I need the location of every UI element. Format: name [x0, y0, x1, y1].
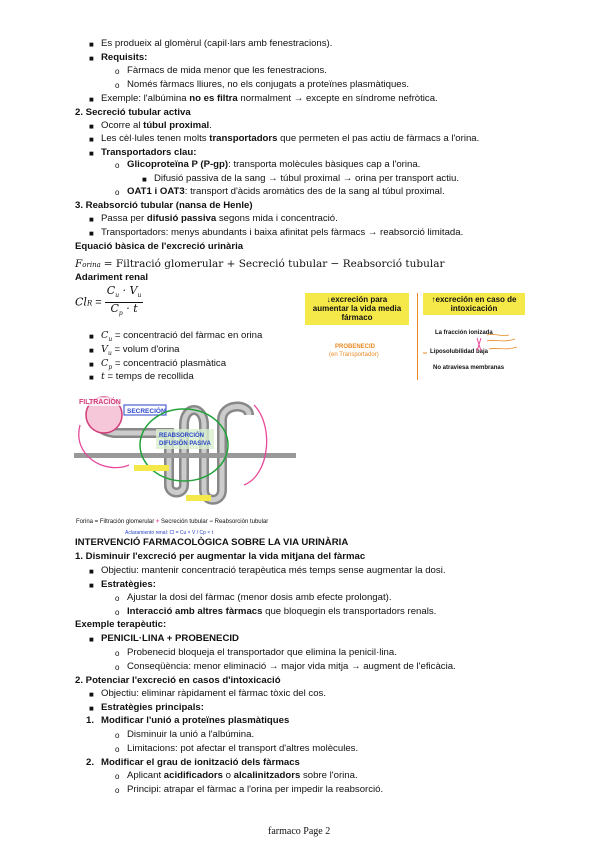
- bullet: o: [115, 81, 120, 90]
- text-line: Les cèl·lules tenen molts transportadors que permeten el pas actiu de fàrmacs a l'orina.: [101, 133, 480, 144]
- text-line: Probenecid bloqueja el transportador que elimina la penicil·lina.: [127, 647, 397, 658]
- text-line: Ajustar la dosi del fàrmac (menor dosis amb efecte prolongat).: [127, 592, 392, 603]
- page-footer: farmaco Page 2: [268, 826, 331, 837]
- reabsorption-label: REABSORCIÓN: [159, 433, 205, 439]
- text-line: Fàrmacs de mida menor que les fenestracions.: [127, 65, 327, 76]
- bullet: ■: [89, 690, 94, 699]
- section-heading: INTERVENCIÓ FARMACOLÒGICA SOBRE LA VIA URINÀRIA: [75, 537, 349, 548]
- nephron-diagram: [74, 385, 296, 527]
- text-line: Requisits:: [101, 52, 148, 63]
- filtration-label: FILTRACIÓN: [79, 399, 121, 406]
- bullet: o: [115, 745, 120, 754]
- text-line: $V_u$ = volum d'orina: [101, 344, 180, 357]
- bullet: ■: [89, 149, 94, 158]
- bullet: ■: [89, 215, 94, 224]
- section-heading: 3. Reabsorció tubular (nansa de Henle): [75, 200, 253, 211]
- text-line: $C_p$ = concentració plasmàtica: [101, 358, 227, 371]
- diagram-caption: Forina = Filtración glomerular + Secreción tubular − Reabsorción tubular: [76, 519, 269, 525]
- bullet: ■: [89, 360, 94, 369]
- bullet: o: [115, 649, 120, 658]
- text-line: Difusió passiva de la sang → túbul proximal → orina per transport actiu.: [154, 173, 460, 184]
- bullet: ■: [89, 635, 94, 644]
- text-line: Transportadors: menys abundants i baixa afinitat pels fàrmacs → reabsorció limitada.: [101, 227, 464, 238]
- section-heading: Adariment renal: [75, 272, 149, 283]
- bullet: ■: [89, 704, 94, 713]
- text-line: Objectiu: eliminar ràpidament el fàrmac tòxic del cos.: [101, 688, 327, 699]
- text-line: Conseqüència: menor eliminació → major vida mitja → augment de l'eficàcia.: [127, 661, 456, 672]
- bullet: ■: [89, 332, 94, 341]
- bullet: o: [115, 594, 120, 603]
- bullet: o: [115, 188, 120, 197]
- text-line: t = temps de recollida: [101, 371, 194, 382]
- section-heading: Equació bàsica de l'excreció urinària: [75, 241, 244, 252]
- passive-diffusion-label: DIFUSIÓN PASIVA: [159, 441, 211, 447]
- table-right-item: La fracción ionizada: [435, 330, 493, 336]
- text-line: Estratègies principals:: [101, 702, 204, 713]
- text-line: Només fàrmacs lliures, no els conjugats a proteïnes plasmàtiques.: [127, 79, 410, 90]
- bullet: ■: [89, 95, 94, 104]
- bullet: o: [115, 608, 120, 617]
- clearance-formula: ClR = $\frac{C_u \cdot V_u}{C_p \cdot t}$: [75, 284, 142, 318]
- text-line: Interacció amb altres fàrmacs que bloquegin els transportadors renals.: [127, 606, 437, 617]
- text-line: $C_u$ = concentració del fàrmac en orina: [101, 330, 263, 343]
- list-number: 1.: [86, 715, 95, 726]
- table-left-item: PROBENECID: [335, 344, 376, 350]
- text-line: PENICIL·LINA + PROBENECID: [101, 633, 239, 644]
- excretion-comparison-table: [305, 293, 525, 380]
- bullet: ■: [89, 135, 94, 144]
- bullet: ■: [89, 40, 94, 49]
- bullet: ■: [89, 567, 94, 576]
- text-line: Passa per difusió passiva segons mida i concentració.: [101, 213, 338, 224]
- secretion-label: SECRECIÓN: [127, 408, 166, 415]
- bullet: o: [115, 67, 120, 76]
- list-number: 2.: [86, 757, 95, 768]
- bullet: o: [115, 772, 120, 781]
- bullet: o: [115, 161, 120, 170]
- text-line: Disminuir la unió a l'albúmina.: [127, 729, 255, 740]
- text-line: OAT1 i OAT3: transport d'àcids aromàtics des de la sang al túbul proximal.: [127, 186, 445, 197]
- text-line: Objectiu: mantenir concentració terapèutica més temps sense augmentar la dosi.: [101, 565, 446, 576]
- table-header-right: ↑excreción en caso de intoxicación: [431, 295, 517, 313]
- text-line: Modificar el grau de ionització dels fàrmacs: [101, 757, 300, 768]
- text-line: Limitacions: pot afectar el transport d'altres molècules.: [127, 743, 359, 754]
- bullet: o: [115, 731, 120, 740]
- text-line: Aplicant acidificadors o alcalinitzadors sobre l'orina.: [127, 770, 358, 781]
- text-line: Ocorre al túbul proximal.: [101, 120, 212, 131]
- bullet: ■: [89, 581, 94, 590]
- text-line: Es produeix al glomèrul (capil·lars amb fenestracions).: [101, 38, 333, 49]
- section-heading: 2. Potenciar l'excreció en casos d'intoxicació: [75, 675, 281, 686]
- bullet: o: [115, 786, 120, 795]
- text-line: Transportadors clau:: [101, 147, 197, 158]
- text-line: Exemple: l'albúmina no es filtra normalment → excepte en síndrome nefròtica.: [101, 93, 438, 104]
- bullet: ■: [89, 346, 94, 355]
- section-heading: 1. Disminuir l'excreció per augmentar la vida mitjana del fàrmac: [75, 551, 366, 562]
- bullet: ■: [89, 54, 94, 63]
- table-right-item: Liposolubilidad baja: [430, 349, 489, 355]
- text-line: Glicoproteïna P (P-gp): transporta molècules bàsiques cap a l'orina.: [127, 159, 421, 170]
- section-heading: Exemple terapèutic:: [75, 619, 167, 630]
- diagram-caption-2: Aclaramiento renal: Cl = Cu × V / Cp × t: [125, 530, 213, 536]
- bullet: o: [115, 663, 120, 672]
- table-header-left: ↓excreción para aumentar la vida media fármaco: [312, 295, 402, 322]
- bullet: ■: [142, 175, 147, 184]
- text-line: Principi: atrapar el fàrmac a l'orina per impedir la reabsorció.: [127, 784, 384, 795]
- table-left-item: (en Transportador): [329, 352, 379, 358]
- bullet: ■: [89, 229, 94, 238]
- excretion-equation: Forina = Filtració glomerular + Secreció tubular − Reabsorció tubular: [75, 258, 445, 270]
- bullet: ■: [89, 122, 94, 131]
- table-right-item: No atraviesa membranas: [433, 365, 505, 371]
- section-heading: 2. Secreció tubular activa: [75, 107, 191, 118]
- text-line: Modificar l'unió a proteïnes plasmàtiques: [101, 715, 290, 726]
- text-line: Estratègies:: [101, 579, 156, 590]
- handwritten-annotations: [305, 293, 525, 380]
- bullet: ■: [89, 373, 94, 382]
